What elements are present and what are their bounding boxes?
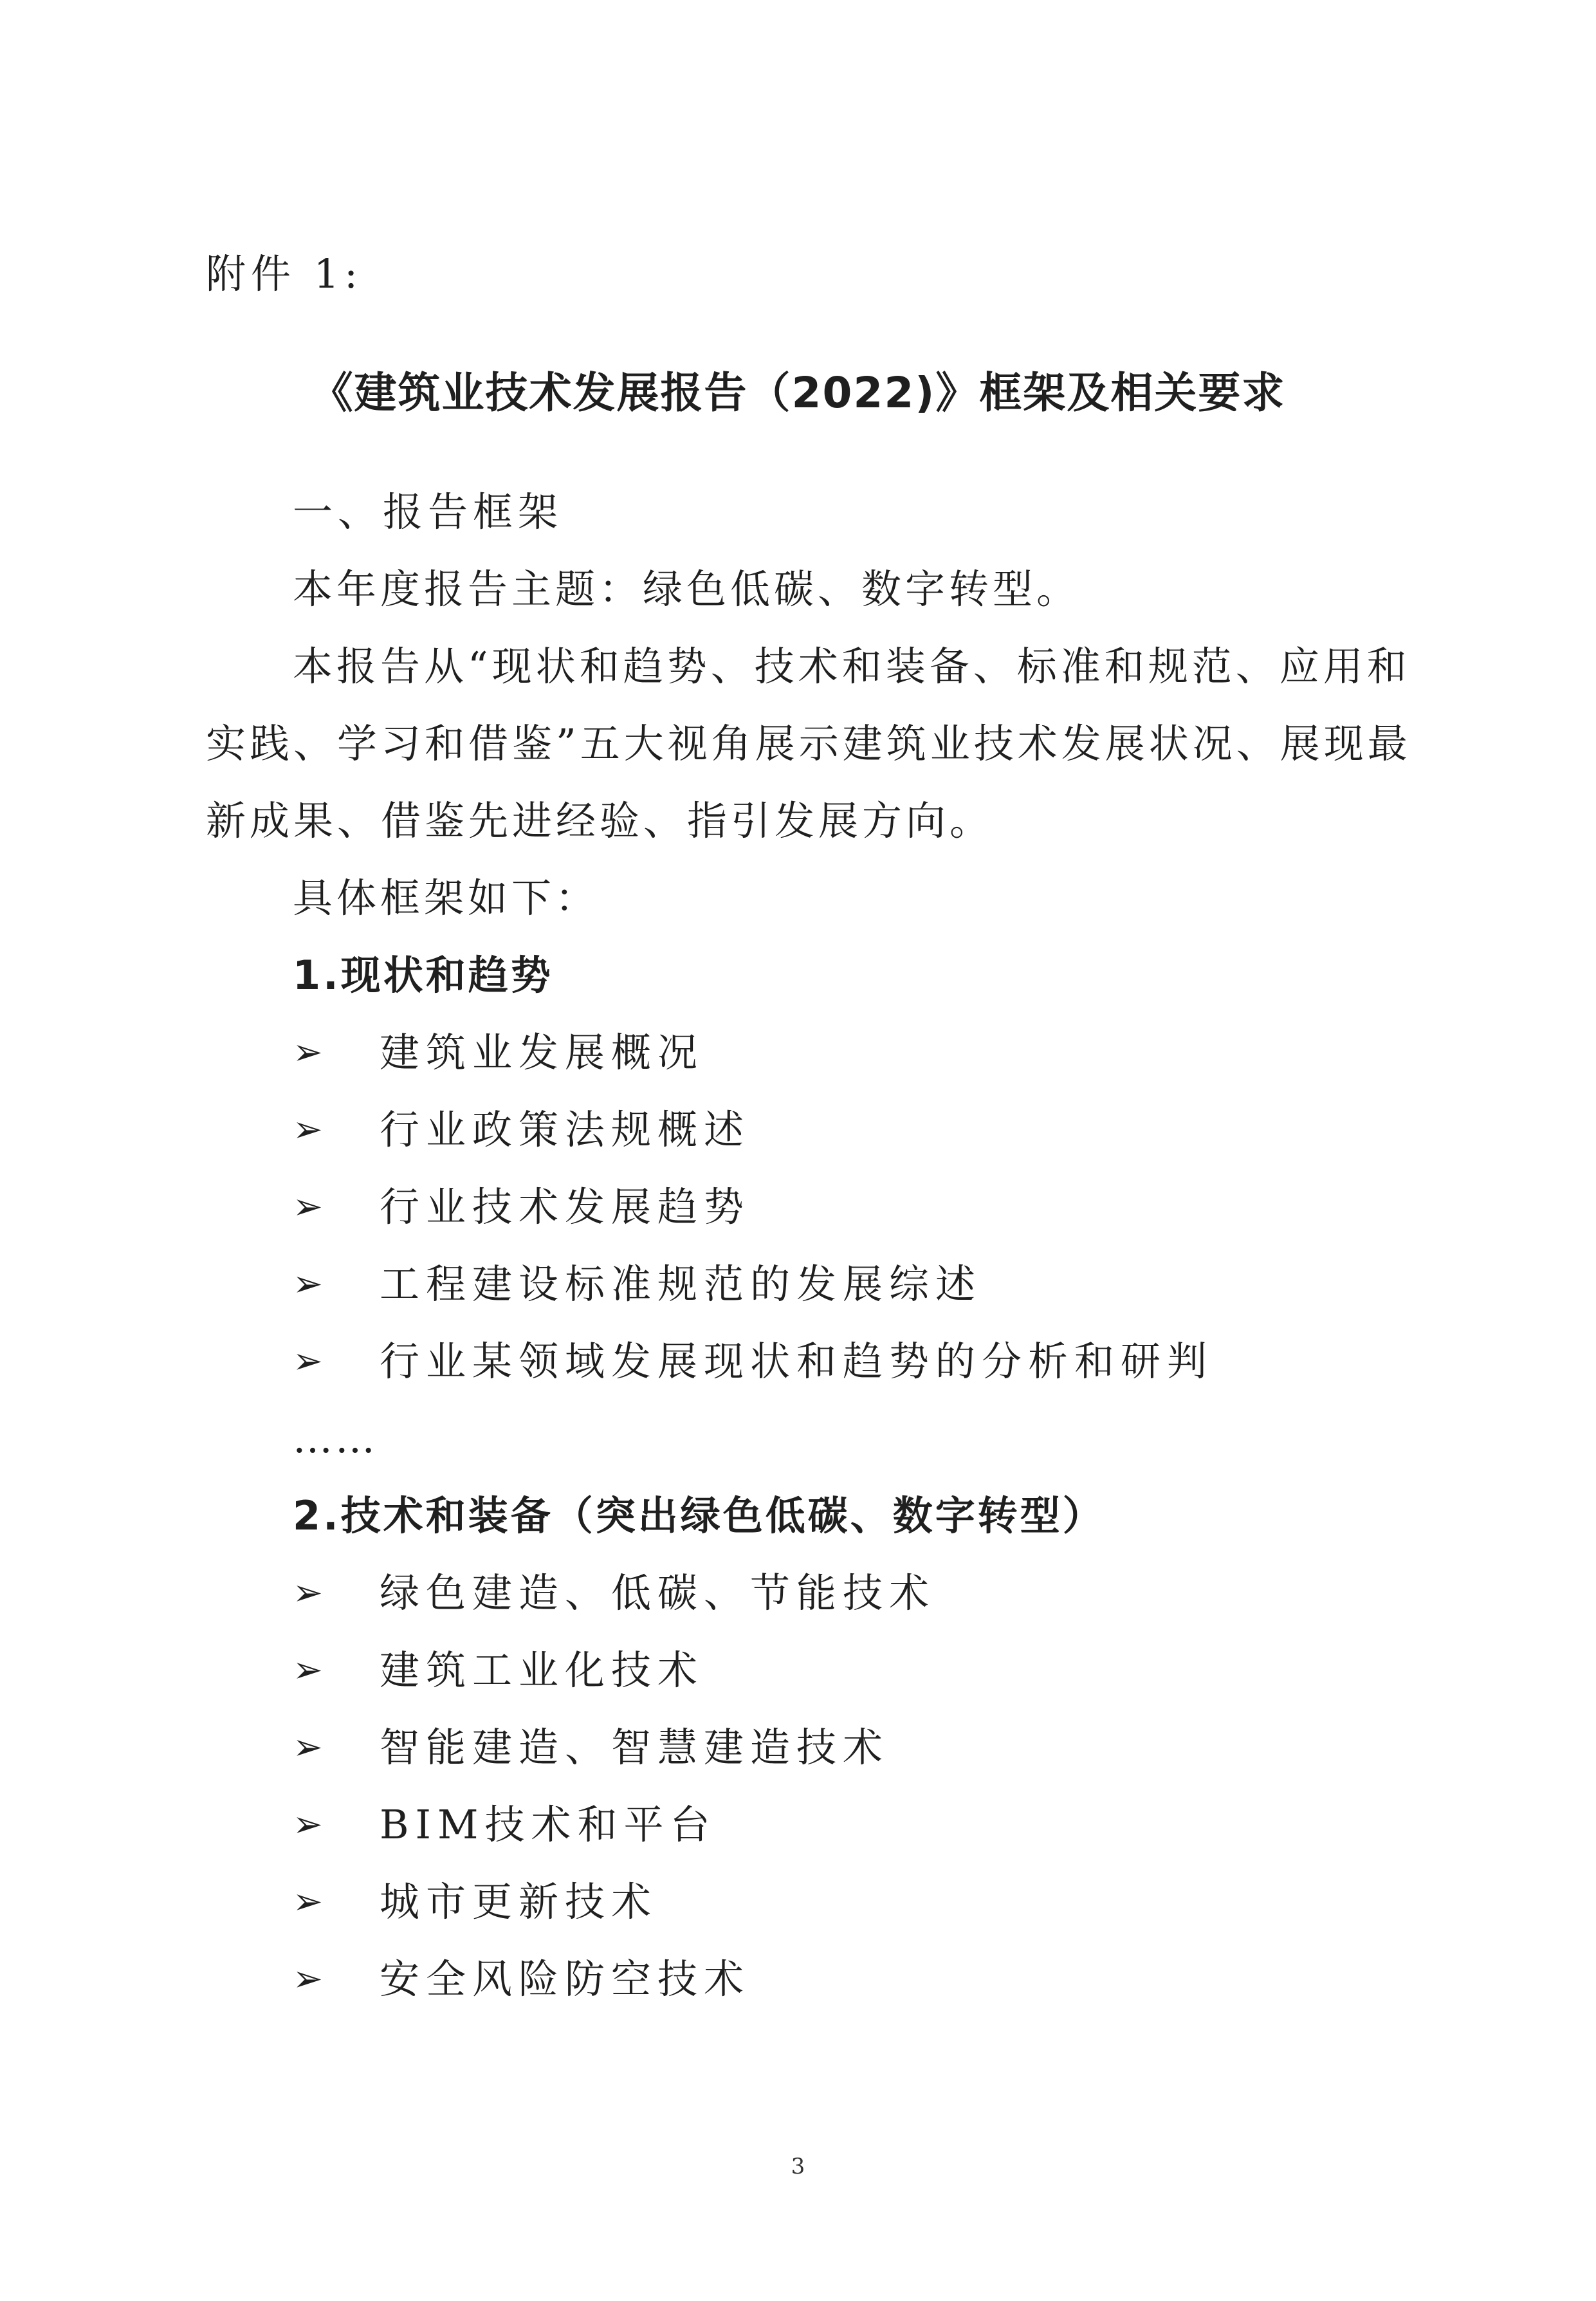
arrow-bullet-icon: ➢: [293, 1031, 323, 1073]
arrow-bullet-icon: ➢: [293, 1958, 323, 2000]
arrow-bullet-icon: ➢: [293, 1186, 323, 1228]
list-item: [293, 1183, 751, 1230]
arrow-bullet-icon: ➢: [293, 1340, 323, 1382]
list-item: [293, 1955, 751, 2002]
list-item: [293, 1106, 751, 1153]
list-item-text: 建筑工业化技术: [380, 1647, 704, 1694]
list-item: [293, 1878, 658, 1925]
page-number: 3: [791, 2154, 805, 2179]
part1-heading: 1.现状和趋势: [293, 952, 553, 999]
ellipsis: ……: [293, 1415, 378, 1462]
list-item-text: 行业政策法规概述: [380, 1106, 751, 1153]
list-item: [293, 1029, 704, 1076]
list-item-text: 绿色建造、低碳、节能技术: [380, 1569, 936, 1616]
section-heading: 一、报告框架: [293, 488, 564, 535]
intro-paragraph-line-2: 实践、学习和借鉴”五大视角展示建筑业技术发展状况、展现最: [206, 720, 1411, 767]
intro-paragraph-line-3: 新成果、借鉴先进经验、指引发展方向。: [206, 797, 994, 844]
framework-intro: 具体框架如下：: [293, 874, 600, 921]
arrow-bullet-icon: ➢: [293, 1572, 323, 1614]
part2-heading: 2.技术和装备（突出绿色低碳、数字转型）: [293, 1492, 1105, 1539]
arrow-bullet-icon: ➢: [293, 1263, 323, 1305]
arrow-bullet-icon: ➢: [293, 1881, 323, 1923]
attachment-label: 附件 1:: [206, 250, 363, 297]
list-item-text: 行业某领域发展现状和趋势的分析和研判: [380, 1338, 1214, 1385]
list-item-text: BIM技术和平台: [380, 1801, 717, 1848]
list-item-text: 城市更新技术: [380, 1878, 658, 1925]
list-item: [293, 1801, 717, 1848]
list-item: [293, 1569, 936, 1616]
list-item-text: 工程建设标准规范的发展综述: [380, 1261, 982, 1308]
list-item: [293, 1647, 704, 1694]
arrow-bullet-icon: ➢: [293, 1726, 323, 1768]
list-item-text: 智能建造、智慧建造技术: [380, 1724, 890, 1771]
theme-paragraph: 本年度报告主题：绿色低碳、数字转型。: [293, 566, 1081, 613]
list-item-text: 行业技术发展趋势: [380, 1183, 751, 1230]
list-item: [293, 1724, 890, 1771]
list-item: [293, 1261, 982, 1308]
document-title: 《建筑业技术发展报告（2022)》框架及相关要求: [310, 368, 1286, 418]
list-item: [293, 1338, 1214, 1385]
arrow-bullet-icon: ➢: [293, 1109, 323, 1150]
list-item-text: 安全风险防空技术: [380, 1955, 751, 2002]
list-item-text: 建筑业发展概况: [380, 1029, 704, 1076]
intro-paragraph-line-1: 本报告从“现状和趋势、技术和装备、标准和规范、应用和: [293, 643, 1411, 690]
arrow-bullet-icon: ➢: [293, 1804, 323, 1845]
arrow-bullet-icon: ➢: [293, 1649, 323, 1691]
